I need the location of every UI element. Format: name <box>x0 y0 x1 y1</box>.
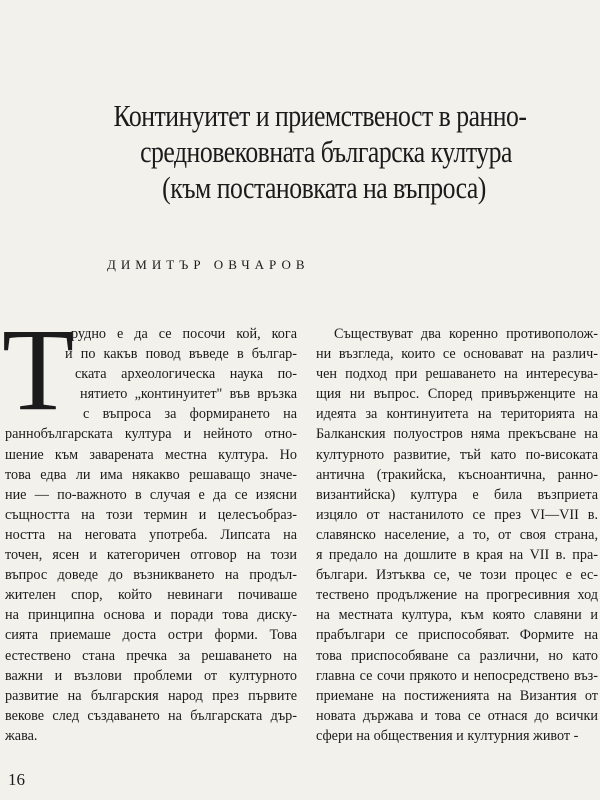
left-column <box>5 324 297 746</box>
text-line: прабългари се приспособяват. Формите на <box>316 627 598 644</box>
text-line: идеята за континуитета на територията на <box>316 406 598 423</box>
title-line-2: средновековната българска култура <box>140 134 512 169</box>
text-line: на принципна основа и поради това диску- <box>5 607 297 624</box>
text-line: ние — по-важното в случая е да се изясни <box>5 486 297 503</box>
text-line: тествено продължение на прогресивния ход <box>316 587 598 604</box>
text-line: развитие на българския народ през първите <box>5 687 297 704</box>
text-line: ни възгледа, които се основават на различ- <box>316 346 598 363</box>
text-line: главна се сочи прякото и непосредствено въз- <box>316 667 598 684</box>
text-line: културното развитие, тъй като по-високата <box>316 446 598 463</box>
text-line: естествено стана пречка за решаването на <box>5 647 297 664</box>
text-line: българи. Изтъква се, че този процес е ес- <box>316 567 598 584</box>
text-line: на местната култура, към която славяни и <box>316 607 598 624</box>
drop-cap: Т <box>2 304 75 435</box>
right-column <box>316 324 598 746</box>
text-line: сията приемаше доста остри форми. Това <box>5 627 297 644</box>
text-line: антична (тракийска, късноантична, ранно- <box>316 466 598 483</box>
text-line: шение към заварената местна култура. Но <box>5 446 297 463</box>
text-line: Съществуват два коренно противополож- <box>334 326 598 342</box>
text-line: това едва ли има някакво решаващо значе- <box>5 466 297 483</box>
text-line: това приспособяване са различни, но като <box>316 647 598 664</box>
text-line: нятието „континуитет" във връзка <box>80 386 297 403</box>
text-line: точен, ясен и категоричен отговор на този <box>5 547 297 564</box>
article-title <box>0 98 600 206</box>
page-number: 16 <box>8 770 25 789</box>
text-line: я предало на дошлите в края на VII в. пра- <box>316 547 598 564</box>
text-line: щия ни въпрос. Според привърженците на <box>316 386 598 403</box>
subtitle-line: (към постановката на въпроса) <box>162 170 486 205</box>
text-line: славянско население, а то, от своя страна, <box>316 526 598 543</box>
text-line: чен подход при решаването на интересува- <box>316 366 598 383</box>
text-line: с въпроса за формирането на <box>83 406 297 423</box>
text-line: рудно е да се посочи кой, кога <box>71 326 297 342</box>
text-line: жителен спор, който невинаги почиваше <box>5 587 297 604</box>
text-line: и по какъв повод въведе в българ- <box>65 346 297 363</box>
text-line: същността на този термин и целесъобраз- <box>5 506 297 523</box>
text-line: векове след създаването на българската дър- <box>5 707 297 724</box>
text-line: ската археологическа наука по- <box>75 366 297 383</box>
title-line-1: Континуитет и приемственост в ранно- <box>113 98 527 133</box>
text-line: новата държава и това се отнася до всички <box>316 707 598 724</box>
text-line: приемане на постиженията на Византия от <box>316 687 598 704</box>
author-name: ДИМИТЪР ОВЧАРОВ <box>107 257 310 272</box>
text-line: ността на неговата употреба. Липсата на <box>5 526 297 543</box>
text-line: въпрос доведе до възникването на продъл- <box>5 567 297 584</box>
text-line: византийска) култура е била възприета <box>316 486 598 503</box>
text-line: Балканския полуостров няма прекъсване на <box>316 426 598 443</box>
text-line: жава. <box>5 727 38 744</box>
text-line: изцяло от настанилото се през VI—VII в. <box>316 506 598 523</box>
text-line: раннобългарската култура и нейното отно- <box>5 426 297 443</box>
text-line: важни и възлови проблеми от културното <box>5 667 297 684</box>
text-line: сфери на обществения и културния живот - <box>316 727 579 744</box>
